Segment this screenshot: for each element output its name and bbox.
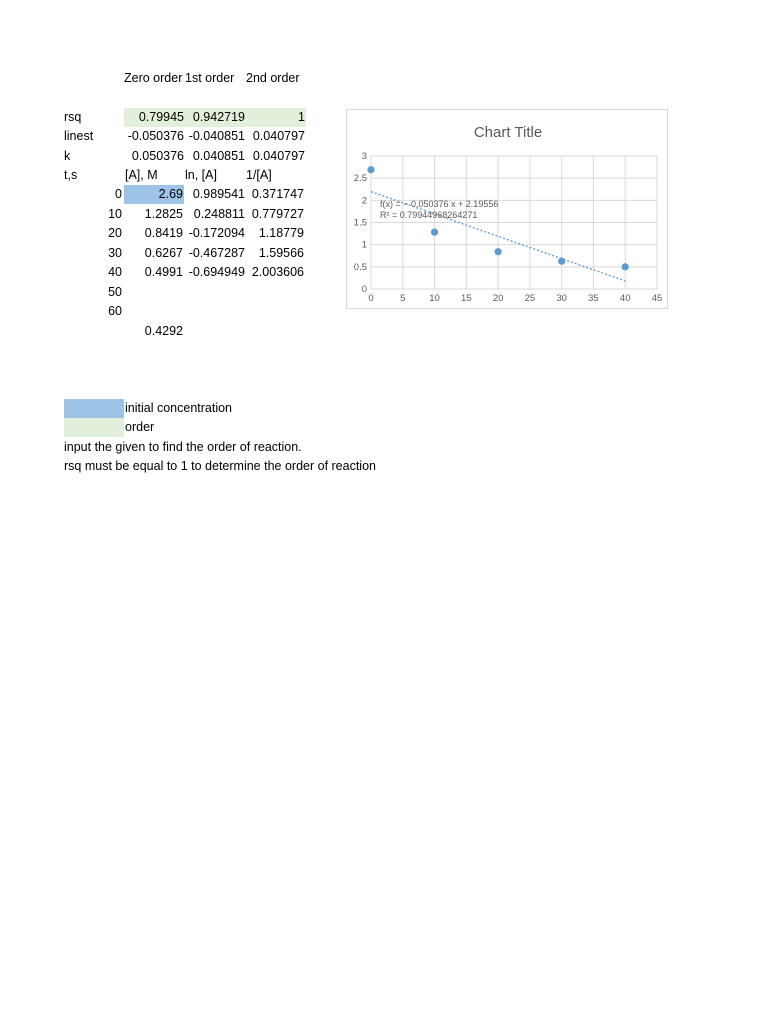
concentration-cell[interactable]: 0.8419 xyxy=(144,226,183,240)
rsq-label[interactable]: rsq xyxy=(64,110,82,124)
extra-value-cell[interactable]: 0.4292 xyxy=(144,324,183,338)
y-tick-label: 1.5 xyxy=(353,217,367,229)
instruction-note[interactable]: input the given to find the order of reaction. xyxy=(64,440,302,454)
header-first-order[interactable]: 1st order xyxy=(185,71,235,85)
time-cell[interactable]: 50 xyxy=(108,285,122,299)
data-point xyxy=(495,248,502,255)
inverse-cell[interactable]: 2.003606 xyxy=(251,265,304,279)
x-tick-label: 10 xyxy=(429,293,440,304)
header-second-order[interactable]: 2nd order xyxy=(246,71,300,85)
chart-title: Chart Title xyxy=(473,124,543,141)
time-cell[interactable]: 60 xyxy=(108,304,122,318)
initial-concentration-cell[interactable]: 2.69 xyxy=(124,185,184,204)
y-tick-label: 2.5 xyxy=(353,173,367,185)
y-tick-label: 0 xyxy=(361,284,367,295)
ln-cell[interactable]: -0.172094 xyxy=(188,226,245,240)
inverse-cell[interactable]: 1.59566 xyxy=(258,246,304,260)
trendline-equation: f(x) = − 0.050376 x + 2.19556 xyxy=(380,199,499,209)
time-cell[interactable]: 40 xyxy=(108,265,122,279)
ln-cell[interactable]: 0.248811 xyxy=(193,207,245,221)
k-second-cell[interactable]: 0.040797 xyxy=(252,149,305,163)
rsq-zero-cell[interactable]: 0.79945 xyxy=(124,108,185,127)
k-zero-cell[interactable]: 0.050376 xyxy=(131,149,184,163)
concentration-cell[interactable]: 0.4991 xyxy=(144,265,183,279)
concentration-cell[interactable]: 0.6267 xyxy=(144,246,183,260)
trendline-r2: R² = 0.799449682642​71 xyxy=(380,210,478,220)
linest-second-cell[interactable]: 0.040797 xyxy=(252,129,305,143)
data-point xyxy=(367,166,374,173)
inverse-cell[interactable]: 0.371747 xyxy=(251,187,304,201)
ln-cell[interactable]: 0.989541 xyxy=(192,187,245,201)
time-cell[interactable]: 20 xyxy=(108,226,122,240)
x-tick-label: 30 xyxy=(556,293,567,304)
x-tick-label: 5 xyxy=(400,293,406,304)
k-label[interactable]: k xyxy=(64,149,71,163)
x-tick-label: 45 xyxy=(651,293,663,304)
data-point xyxy=(558,258,565,265)
data-point xyxy=(622,263,629,270)
time-cell[interactable]: 10 xyxy=(108,207,122,221)
x-tick-label: 35 xyxy=(588,293,599,304)
order-label[interactable]: order xyxy=(125,420,155,434)
x-tick-label: 0 xyxy=(368,293,374,304)
k-first-cell[interactable]: 0.040851 xyxy=(192,149,245,163)
y-tick-label: 2 xyxy=(361,195,367,207)
x-tick-label: 15 xyxy=(461,293,472,304)
order-swatch[interactable] xyxy=(64,418,124,437)
x-tick-label: 25 xyxy=(524,293,536,304)
rsq-first-cell[interactable]: 0.942719 xyxy=(185,108,245,127)
header-zero-order[interactable]: Zero order xyxy=(124,71,183,85)
time-cell[interactable]: 30 xyxy=(108,246,122,260)
initial-concentration-label[interactable]: initial concentration xyxy=(125,401,233,415)
y-tick-label: 1 xyxy=(361,239,367,251)
time-cell[interactable]: 0 xyxy=(115,187,122,201)
rsq-note[interactable]: rsq must be equal to 1 to determine the order of reaction xyxy=(64,459,376,473)
x-tick-label: 40 xyxy=(619,293,631,304)
linest-zero-cell[interactable]: -0.050376 xyxy=(127,129,184,143)
ln-cell[interactable]: -0.694949 xyxy=(188,265,245,279)
linest-label[interactable]: linest xyxy=(64,129,94,143)
inverse-concentration-header[interactable]: 1/[A] xyxy=(246,168,272,182)
concentration-cell[interactable]: 1.2825 xyxy=(144,207,183,221)
ln-concentration-header[interactable]: ln, [A] xyxy=(185,168,217,182)
x-tick-label: 20 xyxy=(492,293,504,304)
concentration-header[interactable]: [A], M xyxy=(125,168,158,182)
y-tick-label: 3 xyxy=(361,151,367,162)
ln-cell[interactable]: -0.467287 xyxy=(188,246,245,260)
time-header[interactable]: t,s xyxy=(64,168,78,182)
inverse-cell[interactable]: 1.18779 xyxy=(258,226,304,240)
linest-first-cell[interactable]: -0.040851 xyxy=(188,129,245,143)
y-tick-label: 0.5 xyxy=(353,261,367,273)
initial-concentration-swatch[interactable] xyxy=(64,399,124,418)
data-point xyxy=(431,229,438,236)
inverse-cell[interactable]: 0.779727 xyxy=(251,207,304,221)
rsq-second-cell[interactable]: 1 xyxy=(245,108,306,127)
scatter-chart[interactable] xyxy=(346,109,668,309)
